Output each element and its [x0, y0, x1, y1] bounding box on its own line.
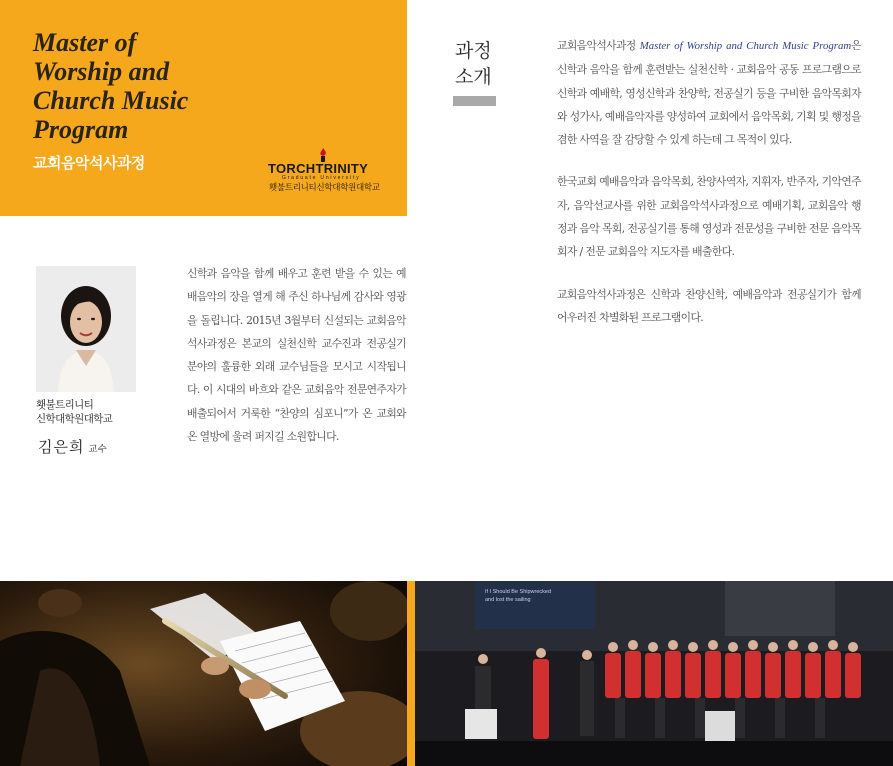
title-line: Church Music [33, 86, 189, 115]
logo-subtitle: Graduate University [282, 175, 361, 181]
intro-english-program-name: Master of Worship and Church Music Program [639, 40, 852, 52]
professor-portrait [36, 266, 136, 392]
photo-divider [407, 581, 415, 766]
flute-player-image [0, 581, 407, 766]
torch-flame-icon [318, 148, 328, 162]
professor-school [36, 398, 112, 426]
intro-paragraph-1 [557, 34, 861, 151]
professor-message: 신학과 음악을 함께 배우고 훈련 받을 수 있는 예배음악의 장을 열게 해 주신 하나님께 감사와 영광을 돌립니다. 2015년 3월부터 신설되는 교회음악석사과정은 본교의 실천신학 교수진과 전공실기 분야의 훌륭한 외래 교수님들을 모시고 시작됩니다. 이 시대의 바흐와 같은 교회음악 전문연주자가 배출되어서 거룩한 “찬양의 심포니”가 온 교회와 온 열방에 울려 퍼지길 소원합니다. [187, 267, 406, 444]
intro-paragraph-2: 한국교회 예배음악과 음악목회, 찬양사역자, 지휘자, 반주자, 기악연주자, 음악선교사를 위한 교회음악석사과정으로 예배기획, 교회음악 행정과 음악 목회, 전공실기를 통해 영성과 전문성을 구비한 전문 음악목회자 / 전문 교회음악 지도자를 배출한다. [557, 175, 861, 259]
professor-name-line [38, 436, 107, 457]
heading-line: 소개 [455, 66, 492, 88]
program-title-english [33, 28, 293, 144]
program-title-korean: 교회음악석사과정 [33, 154, 145, 172]
intro-prefix: 교회음악석사과정 [557, 39, 640, 52]
portrait-image [36, 266, 136, 392]
intro-paragraph-3: 교회음악석사과정은 신학과 찬양신학, 예배음악과 전공실기가 함께 어우러진 차별화된 프로그램이다. [557, 287, 861, 324]
school-line: 신학대학원대학교 [36, 413, 113, 425]
intro-body: 은 신학과 음악을 함께 훈련받는 실천신학 · 교회음악 공동 프로그램으로 신학과 예배학, 영성신학과 찬양학, 전공실기 등을 구비한 음악목회자와 성가사, 예배음악자를 양성하여 교회에서 음악목회, 기획 및 행정을 겸한 사역을 잘 감당할 수 있게 하는데 그 목적이 있다. [557, 39, 861, 147]
heading-line: 과정 [455, 40, 492, 62]
professor-name: 김은희 [38, 438, 85, 456]
title-line: Master of [33, 28, 137, 57]
torch-trinity-logo [268, 148, 388, 198]
title-line: Program [33, 115, 129, 144]
title-line: Worship and [33, 57, 170, 86]
screen-text: If I Should Be Shipwrecked [485, 589, 552, 595]
choir-concert-photo [415, 581, 893, 766]
logo-wordmark: TORCHTRINITY [268, 161, 369, 176]
choir-image [415, 581, 893, 766]
orchestra-flute-photo [0, 581, 407, 766]
program-banner [0, 0, 407, 216]
screen-text: and lost the sailing [485, 597, 531, 603]
program-introduction [557, 34, 861, 348]
professor-title: 교수 [88, 444, 107, 455]
heading-underline-bar [453, 96, 496, 106]
section-heading [455, 38, 505, 90]
logo-korean-name: 횃불트리니티신학대학원대학교 [269, 183, 380, 193]
school-line: 횃불트리니티 [36, 399, 94, 411]
